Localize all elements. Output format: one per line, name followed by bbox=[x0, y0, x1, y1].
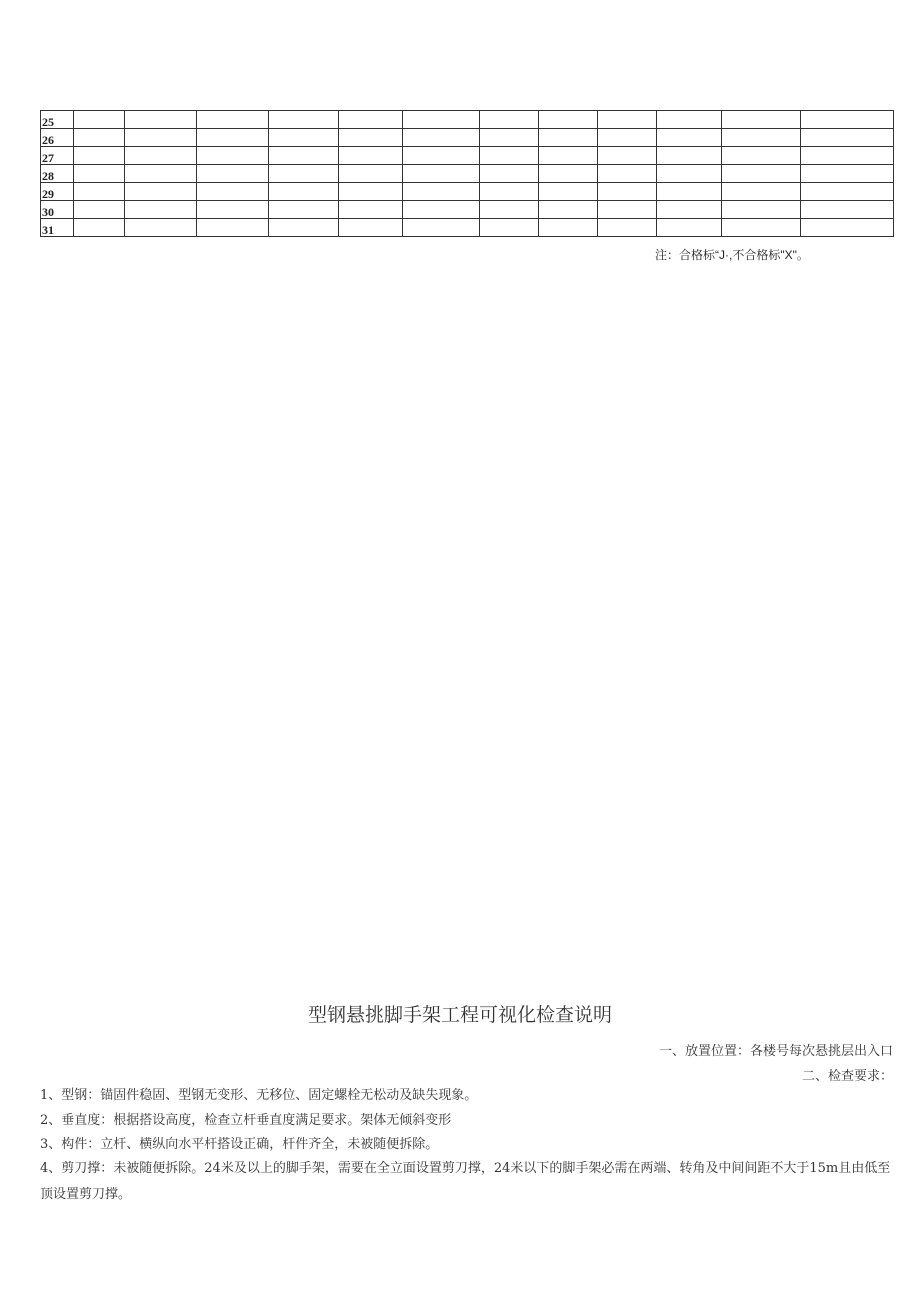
table-cell bbox=[339, 111, 403, 129]
requirement-item-3: 3、构件：立杆、横纵向水平杆搭设正确，杆件齐全，未被随便拆除。 bbox=[40, 1137, 439, 1152]
table-cell bbox=[657, 111, 722, 129]
row-number: 25 bbox=[41, 111, 74, 129]
row-number: 27 bbox=[41, 147, 74, 165]
table-cell bbox=[74, 129, 125, 147]
table-cell bbox=[539, 201, 598, 219]
table-cell bbox=[74, 219, 125, 237]
table-cell bbox=[74, 111, 125, 129]
table-cell bbox=[197, 183, 269, 201]
table-cell bbox=[197, 201, 269, 219]
placement-location: 一、放置位置：各楼号每次悬挑层出入口 bbox=[658, 1044, 893, 1059]
table-cell bbox=[801, 201, 894, 219]
table-cell bbox=[74, 165, 125, 183]
table-cell bbox=[598, 165, 657, 183]
table-cell bbox=[480, 147, 539, 165]
table-cell bbox=[269, 165, 339, 183]
table-cell bbox=[722, 201, 801, 219]
table-cell bbox=[598, 129, 657, 147]
table-cell bbox=[539, 165, 598, 183]
table-row bbox=[41, 147, 894, 165]
table-cell bbox=[403, 129, 480, 147]
table-cell bbox=[339, 219, 403, 237]
requirements-heading: 二、检查要求： bbox=[801, 1069, 893, 1084]
table-cell bbox=[539, 183, 598, 201]
requirement-item-1: 1、型钢：锚固件稳固、型钢无变形、无移位、固定螺栓无松动及缺失现象。 bbox=[40, 1088, 478, 1103]
table-cell bbox=[197, 129, 269, 147]
table-cell bbox=[403, 201, 480, 219]
table-cell bbox=[598, 183, 657, 201]
table-cell bbox=[269, 147, 339, 165]
table-cell bbox=[657, 201, 722, 219]
table-cell bbox=[801, 183, 894, 201]
legend-note: 注：合格标“J·,不合格标"X"。 bbox=[655, 248, 809, 262]
table-cell bbox=[403, 165, 480, 183]
table-cell bbox=[403, 219, 480, 237]
table-cell bbox=[480, 201, 539, 219]
table-cell bbox=[722, 111, 801, 129]
row-number: 29 bbox=[41, 183, 74, 201]
table-cell bbox=[197, 219, 269, 237]
table-cell bbox=[74, 147, 125, 165]
table-cell bbox=[480, 183, 539, 201]
table-cell bbox=[801, 129, 894, 147]
table-cell bbox=[722, 147, 801, 165]
table-cell bbox=[480, 111, 539, 129]
table-cell bbox=[125, 219, 197, 237]
table-cell bbox=[657, 129, 722, 147]
table-cell bbox=[598, 147, 657, 165]
table-cell bbox=[722, 219, 801, 237]
table-cell bbox=[657, 219, 722, 237]
table-row bbox=[41, 165, 894, 183]
table-row bbox=[41, 201, 894, 219]
row-number: 26 bbox=[41, 129, 74, 147]
table-cell bbox=[801, 147, 894, 165]
table-cell bbox=[339, 201, 403, 219]
table-row bbox=[41, 129, 894, 147]
table-row bbox=[41, 183, 894, 201]
table-cell bbox=[598, 219, 657, 237]
table-cell bbox=[125, 129, 197, 147]
table-cell bbox=[403, 147, 480, 165]
table-cell bbox=[801, 165, 894, 183]
row-number: 30 bbox=[41, 201, 74, 219]
table-cell bbox=[722, 129, 801, 147]
table-cell bbox=[269, 129, 339, 147]
table-cell bbox=[539, 111, 598, 129]
table-cell bbox=[197, 111, 269, 129]
table-cell bbox=[801, 111, 894, 129]
inspection-table bbox=[40, 110, 894, 237]
table-cell bbox=[657, 147, 722, 165]
table-cell bbox=[598, 111, 657, 129]
table-cell bbox=[74, 201, 125, 219]
table-cell bbox=[197, 147, 269, 165]
table-cell bbox=[125, 111, 197, 129]
table-cell bbox=[269, 219, 339, 237]
table-cell bbox=[197, 165, 269, 183]
table-cell bbox=[403, 111, 480, 129]
row-number: 28 bbox=[41, 165, 74, 183]
table-cell bbox=[403, 183, 480, 201]
table-row bbox=[41, 111, 894, 129]
table-cell bbox=[269, 183, 339, 201]
table-cell bbox=[539, 219, 598, 237]
requirement-item-2: 2、垂直度：根据搭设高度，检查立杆垂直度满足要求。架体无倾斜变形 bbox=[40, 1113, 452, 1128]
table-cell bbox=[125, 183, 197, 201]
table-cell bbox=[657, 183, 722, 201]
table-cell bbox=[269, 201, 339, 219]
row-number: 31 bbox=[41, 219, 74, 237]
table-cell bbox=[269, 111, 339, 129]
table-cell bbox=[722, 183, 801, 201]
table-cell bbox=[339, 129, 403, 147]
table-cell bbox=[480, 129, 539, 147]
requirement-item-4: 4、剪刀撑：未被随便拆除。24米及以上的脚手架，需要在全立面设置剪刀撑，24米以下的脚手架必需在两端、转角及中间间距不大于15m且由低至顶设置剪刀撑。 bbox=[40, 1161, 891, 1202]
table-cell bbox=[539, 147, 598, 165]
table-cell bbox=[339, 165, 403, 183]
table-cell bbox=[657, 165, 722, 183]
table-cell bbox=[125, 201, 197, 219]
table-cell bbox=[722, 165, 801, 183]
table-cell bbox=[480, 219, 539, 237]
table-cell bbox=[539, 129, 598, 147]
table-cell bbox=[480, 165, 539, 183]
section-title: 型钢悬挑脚手架工程可视化检查说明 bbox=[307, 1004, 612, 1026]
table-cell bbox=[801, 219, 894, 237]
table-cell bbox=[125, 165, 197, 183]
table-cell bbox=[339, 183, 403, 201]
table-cell bbox=[74, 183, 125, 201]
table-cell bbox=[598, 201, 657, 219]
table-cell bbox=[339, 147, 403, 165]
table-row bbox=[41, 219, 894, 237]
inspection-table-body bbox=[41, 111, 894, 237]
table-cell bbox=[125, 147, 197, 165]
